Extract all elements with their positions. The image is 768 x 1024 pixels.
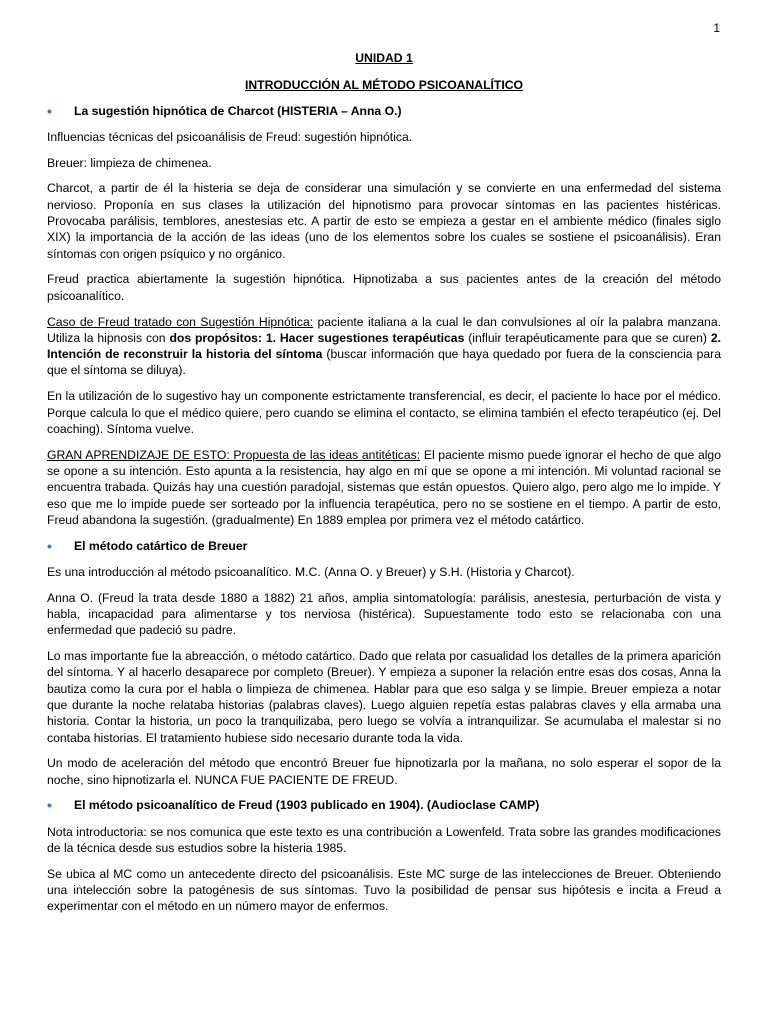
section-heading-charcot: • La sugestión hipnótica de Charcot (HISTERIA – Anna O.) <box>47 103 721 119</box>
text-run: (influir terapéuticamente para que se curen) <box>464 330 711 345</box>
paragraph: Freud practica abiertamente la sugestión hipnótica. Hipnotizaba a sus pacientes antes de la creación del método psicoanalítico. <box>47 272 721 303</box>
paragraph: Breuer: limpieza de chimenea. <box>47 155 212 170</box>
paragraph: En la utilización de lo sugestivo hay un componente estrictamente transferencial, es decir, el paciente lo hace por el médico. Porque calcula lo que el médico quiere, pero cuando se elimina el contacto, se elimina también el efecto terapéutico (ej. Del coaching). Síntoma vuelve. <box>47 389 721 436</box>
text-run: paciente italiana a la cual le dan convulsiones al oír la palabra manzana. Utiliza la hipnosis con <box>47 314 721 345</box>
paragraph-learning <box>47 447 721 528</box>
document-title: INTRODUCCIÓN AL MÉTODO PSICOANALÍTICO <box>244 78 524 93</box>
paragraph: Anna O. (Freud la trata desde 1880 a 1882) 21 años, amplia sintomatología: parálisis, anestesia, perturbación de vista y habla, incapacidad para alimentarse y tos nerviosa (histérica). Supuestamente todo esto se relacionaba con una enfermedad que padeció su padre. <box>47 590 721 638</box>
document-body <box>47 50 721 924</box>
text-run: (buscar información que haya quedado por fuera de la consciencia para que el síntoma se diluya). <box>47 347 721 378</box>
bold-run: dos propósitos: 1. Hacer sugestiones terapéuticas <box>169 330 465 345</box>
paragraph: Un modo de aceleración del método que encontró Breuer fue hipnotizarla por la mañana, no solo esperar el sopor de la noche, sino hipnotizarla el. NUNCA FUE PACIENTE DE FREUD. <box>47 756 721 787</box>
paragraph: Es una introducción al método psicoanalítico. M.C. (Anna O. y Breuer) y S.H. (Historia y Charcot). <box>47 564 575 579</box>
page-number: 1 <box>713 21 720 35</box>
case-label: Caso de Freud tratado con Sugestión Hipnótica: <box>47 314 314 329</box>
unit-title: UNIDAD 1 <box>355 51 413 65</box>
paragraph: Nota introductoria: se nos comunica que este texto es una contribución a Lowenfeld. Trata sobre las grandes modificaciones de la técnica desde sus estudios sobre la histeria 1985. <box>47 824 721 856</box>
section-heading-freud: • El método psicoanalítico de Freud (1903 publicado en 1904). (Audioclase CAMP) <box>47 797 721 813</box>
paragraph: Lo mas importante fue la abreacción, o método catártico. Dado que relata por casualidad los detalles de la primera aparición del síntoma. Y al hacerlo desaparece por completo (Breuer). Y empieza a suponer la relación entre esas dos cosas, Anna la bautiza como la cura por el habla o limpieza de chimenea. Hablar para que eso salga y se limpie. Breuer empieza a notar que durante la noche relataba historias (palabras claves). Luego alguien repetía estas palabras claves y ella armaba una historia. Contar la historia, un poco la tranquilizaba, pero luego se volvía a intranquilizar. Se acumulaba el malestar si no contaba historias. El tratamiento hubiese sido necesario durante toda la vida. <box>47 649 721 745</box>
text-run: El paciente mismo puede ignorar el hecho de que algo se opone a su intención. Esto apunta a la resistencia, hay algo en mí que se opone a mi intención. Mi voluntad racional se encuentra trabada. Quizás hay una cuestión paradojal, sistemas que están opuestos. Quiero algo, pero algo me lo impide. Y eso que me lo impide puede ser sorteado por la influencia terapéutica, pero no se sostiene en el tiempo. A partir de esto, Freud abandona la sugestión. (gradualmente) En 1889 emplea por primera vez el método catártico. <box>47 447 721 527</box>
paragraph-case <box>47 314 721 379</box>
paragraph: Charcot, a partir de él la histeria se deja de considerar una simulación y se convierte en una enfermedad del sistema nervioso. Proponía en sus clases la utilización del hipnotismo para provocar síntomas en las pacientes histéricas. Provocaba parálisis, temblores, anestesias etc. A partir de esto se empieza a gestar en el ambiente médico (finales siglo XIX) la importancia de la acción de las ideas (uno de los elementos sobre los cuales se sostiene el psicoanálisis). Eran síntomas con origen psíquico y no orgánico. <box>47 181 721 261</box>
learning-label: GRAN APRENDIZAJE DE ESTO: Propuesta de las ideas antitéticas: <box>47 447 421 462</box>
bold-run: 2. Intención de reconstruir la historia del síntoma <box>47 330 722 362</box>
paragraph: Influencias técnicas del psicoanálisis de Freud: sugestión hipnótica. <box>47 129 413 144</box>
section-heading-breuer: • El método catártico de Breuer <box>47 538 721 554</box>
paragraph: Se ubica al MC como un antecedente directo del psicoanálisis. Este MC surge de las intelecciones de Breuer. Obteniendo una intelección sobre la patogénesis de sus síntomas. Tuvo la posibilidad de pensar sus hipótesis e incita a Freud a experimentar con el método en un número mayor de enfermos. <box>47 866 721 914</box>
